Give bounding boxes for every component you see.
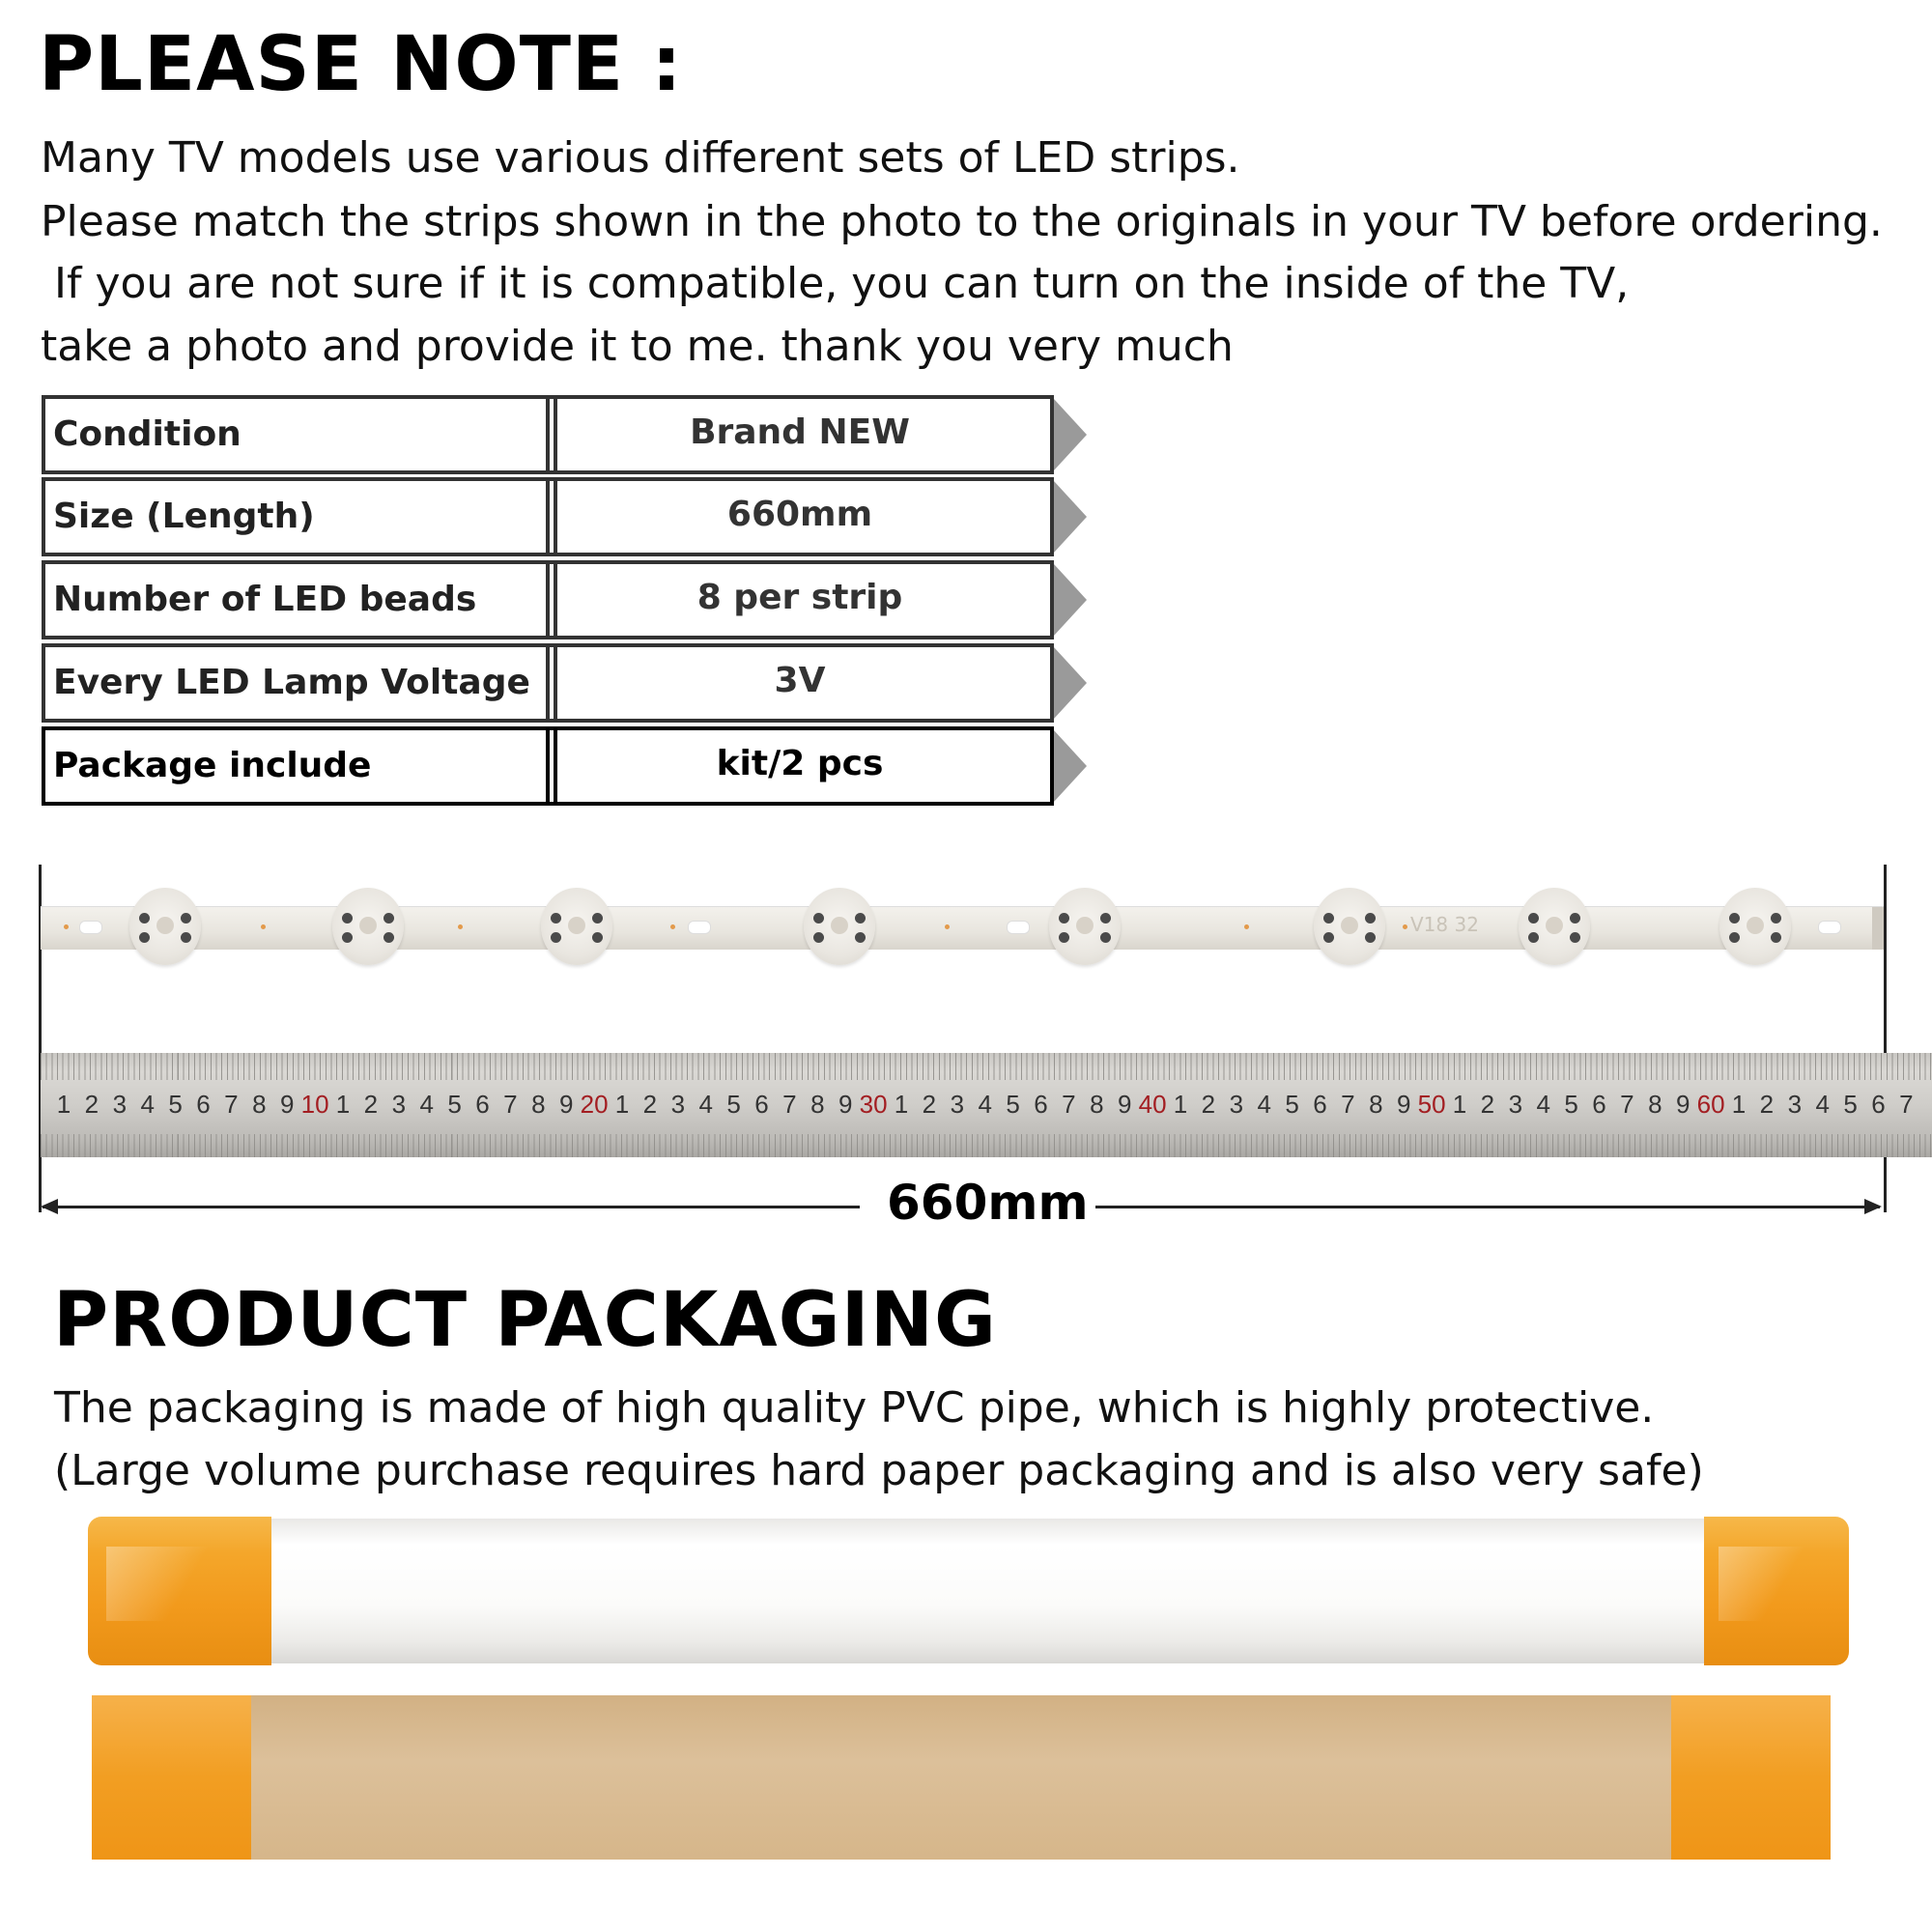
ruler-number: 6 (1871, 1090, 1886, 1119)
ruler-number: 3 (391, 1090, 407, 1119)
solder-pad (1323, 913, 1334, 923)
spec-label: Size (Length) (42, 477, 557, 556)
solder-pad (1570, 932, 1580, 943)
strip-mounting-slot (1007, 921, 1030, 934)
ruler-number: 7 (224, 1090, 239, 1119)
solder-pad (1729, 913, 1740, 923)
solder-pad (342, 932, 353, 943)
strip-marker-dot (670, 924, 675, 929)
ruler-number: 2 (642, 1090, 658, 1119)
ruler-number: 9 (1396, 1090, 1411, 1119)
solder-pad (1365, 932, 1376, 943)
solder-pad (1528, 932, 1539, 943)
solder-pad (1059, 932, 1069, 943)
ruler-number: 1 (1731, 1090, 1747, 1119)
note-line-1: Many TV models use various different sets of LED strips. (41, 133, 1240, 183)
solder-pad (1323, 932, 1334, 943)
solder-pad (551, 932, 561, 943)
solder-pad (551, 913, 561, 923)
arrow-right-icon (1054, 399, 1087, 470)
ruler-number: 5 (1006, 1090, 1020, 1119)
packaging-title: PRODUCT PACKAGING (53, 1277, 997, 1364)
ruler-number: 6 (475, 1090, 490, 1119)
ruler-number: 3 (1229, 1090, 1244, 1119)
ruler-number: 7 (503, 1090, 518, 1119)
arrow-left-icon (41, 1199, 58, 1214)
ruler-number: 4 (978, 1090, 992, 1119)
ruler-number: 8 (810, 1090, 825, 1119)
ruler-number: 9 (279, 1090, 295, 1119)
spec-label: Every LED Lamp Voltage (42, 643, 557, 723)
strip-mounting-slot (688, 921, 711, 934)
solder-pad (139, 913, 150, 923)
packaging-line-1: The packaging is made of high quality PVC pipe, which is highly protective. (54, 1383, 1655, 1433)
note-title: PLEASE NOTE : (39, 21, 683, 108)
solder-pad (181, 932, 191, 943)
solder-pad (139, 932, 150, 943)
ruler-number: 5 (726, 1090, 741, 1119)
dimension-line-right (1095, 1206, 1880, 1208)
strip-marker-dot (945, 924, 950, 929)
ruler-number: 1 (56, 1090, 71, 1119)
ruler-image (41, 1053, 1932, 1157)
ruler-number: 3 (670, 1090, 686, 1119)
ruler-number: 1 (335, 1090, 351, 1119)
ruler-number: 5 (168, 1090, 183, 1119)
led-lens (1747, 917, 1764, 934)
ruler-number: 8 (1090, 1090, 1104, 1119)
led-bead (541, 888, 612, 965)
cardboard-panel (251, 1695, 1671, 1860)
ruler-number: 1 (894, 1090, 909, 1119)
strip-connector (1872, 907, 1884, 950)
led-bead (1719, 888, 1791, 965)
spec-value: kit/2 pcs (546, 726, 1054, 806)
tape-right (1704, 1517, 1849, 1665)
ruler-number: 30 (859, 1090, 888, 1119)
ruler-number: 4 (1815, 1090, 1830, 1119)
led-lens (1341, 917, 1358, 934)
ruler-number: 40 (1138, 1090, 1167, 1119)
arrow-right-icon (1864, 1199, 1882, 1214)
ruler-number: 9 (1675, 1090, 1690, 1119)
ruler-number: 4 (698, 1090, 713, 1119)
tape-right (1671, 1695, 1831, 1860)
ruler-number: 2 (1480, 1090, 1495, 1119)
spec-label: Condition (42, 395, 557, 474)
spec-row-size (42, 477, 1054, 553)
ruler-number: 9 (558, 1090, 574, 1119)
ruler-number: 6 (754, 1090, 769, 1119)
note-line-3: If you are not sure if it is compatible, you can turn on the inside of the TV, (41, 259, 1630, 308)
solder-pad (1100, 913, 1111, 923)
ruler-number: 8 (1648, 1090, 1662, 1119)
solder-pad (1570, 913, 1580, 923)
packaging-line-2: (Large volume purchase requires hard paper packaging and is also very safe) (54, 1446, 1704, 1495)
ruler-number: 9 (1117, 1090, 1132, 1119)
spec-label: Package include (42, 726, 557, 806)
strip-marker-dot (64, 924, 69, 929)
ruler-number: 3 (950, 1090, 965, 1119)
spec-row-condition (42, 395, 1054, 470)
led-bead (1314, 888, 1385, 965)
strip-marker-dot (261, 924, 266, 929)
led-bead (804, 888, 875, 965)
ruler-number: 7 (1341, 1090, 1355, 1119)
ruler-number: 6 (1034, 1090, 1048, 1119)
ruler-number: 50 (1417, 1090, 1446, 1119)
spec-label: Number of LED beads (42, 560, 557, 639)
ruler-number: 2 (363, 1090, 379, 1119)
arrow-right-icon (1054, 730, 1087, 802)
led-bead (129, 888, 201, 965)
led-bead (1519, 888, 1590, 965)
ruler-number: 10 (300, 1090, 329, 1119)
arrow-right-icon (1054, 564, 1087, 636)
ruler-number: 3 (1787, 1090, 1803, 1119)
solder-pad (1365, 913, 1376, 923)
led-lens (359, 917, 377, 934)
solder-pad (592, 913, 603, 923)
ruler-number: 1 (614, 1090, 630, 1119)
solder-pad (1528, 913, 1539, 923)
note-line-2: Please match the strips shown in the photo to the originals in your TV before ordering. (41, 197, 1883, 246)
dimension-line-left (43, 1206, 860, 1208)
strip-mounting-slot (79, 921, 102, 934)
led-lens (568, 917, 585, 934)
ruler-number: 7 (782, 1090, 797, 1119)
led-lens (831, 917, 848, 934)
solder-pad (1100, 932, 1111, 943)
ruler-number: 7 (1062, 1090, 1076, 1119)
solder-pad (1771, 913, 1781, 923)
ruler-number: 4 (140, 1090, 155, 1119)
solder-pad (181, 913, 191, 923)
solder-pad (384, 913, 394, 923)
ruler-number: 3 (112, 1090, 128, 1119)
ruler-number: 7 (1620, 1090, 1634, 1119)
arrow-right-icon (1054, 647, 1087, 719)
strip-marker-dot (1244, 924, 1249, 929)
solder-pad (855, 932, 866, 943)
solder-pad (855, 913, 866, 923)
note-line-4: take a photo and provide it to me. thank you very much (41, 322, 1234, 371)
tape-left (92, 1695, 251, 1860)
spec-value: 3V (546, 643, 1054, 723)
spec-value: 660mm (546, 477, 1054, 556)
led-lens (156, 917, 174, 934)
solder-pad (592, 932, 603, 943)
ruler-number: 8 (531, 1090, 546, 1119)
solder-pad (1729, 932, 1740, 943)
led-bead (332, 888, 404, 965)
ruler-number: 6 (196, 1090, 211, 1119)
solder-pad (384, 932, 394, 943)
solder-pad (813, 932, 824, 943)
ruler-number: 6 (1592, 1090, 1606, 1119)
ruler-number: 8 (1369, 1090, 1383, 1119)
ruler-number: 2 (84, 1090, 99, 1119)
spec-value: 8 per strip (546, 560, 1054, 639)
ruler-number: 5 (1564, 1090, 1578, 1119)
dimension-label: 660mm (887, 1175, 1089, 1231)
ruler-number: 2 (1759, 1090, 1775, 1119)
strip-marking: V18 32 (1410, 913, 1479, 936)
ruler-number: 4 (419, 1090, 434, 1119)
ruler-number: 1 (1173, 1090, 1188, 1119)
ruler-number: 6 (1313, 1090, 1327, 1119)
ruler-number: 60 (1696, 1090, 1725, 1119)
pvc-tube-image (92, 1519, 1845, 1663)
solder-pad (1059, 913, 1069, 923)
solder-pad (813, 913, 824, 923)
strip-marker-dot (1403, 924, 1407, 929)
led-lens (1546, 917, 1563, 934)
ruler-number: 5 (1843, 1090, 1858, 1119)
ruler-number: 4 (1536, 1090, 1550, 1119)
ruler-number: 9 (838, 1090, 853, 1119)
ruler-number: 1 (1452, 1090, 1467, 1119)
strip-mounting-slot (1818, 921, 1841, 934)
dimension-right-line (1884, 865, 1887, 1212)
ruler-number: 5 (1285, 1090, 1299, 1119)
led-bead (1049, 888, 1121, 965)
ruler-number: 7 (1899, 1090, 1914, 1119)
led-strip-image (41, 906, 1884, 950)
spec-value: Brand NEW (546, 395, 1054, 474)
arrow-right-icon (1054, 481, 1087, 553)
ruler-number: 5 (447, 1090, 462, 1119)
ruler-number: 3 (1508, 1090, 1523, 1119)
tape-left (88, 1517, 271, 1665)
ruler-number: 8 (252, 1090, 267, 1119)
solder-pad (1771, 932, 1781, 943)
spec-row-voltage (42, 643, 1054, 719)
ruler-number: 2 (1201, 1090, 1216, 1119)
spec-row-beads (42, 560, 1054, 636)
solder-pad (342, 913, 353, 923)
ruler-number: 20 (580, 1090, 609, 1119)
ruler-number: 4 (1257, 1090, 1271, 1119)
strip-marker-dot (458, 924, 463, 929)
led-lens (1076, 917, 1094, 934)
cardboard-package-image (92, 1695, 1831, 1860)
spec-row-package (42, 726, 1054, 802)
ruler-number: 2 (922, 1090, 937, 1119)
